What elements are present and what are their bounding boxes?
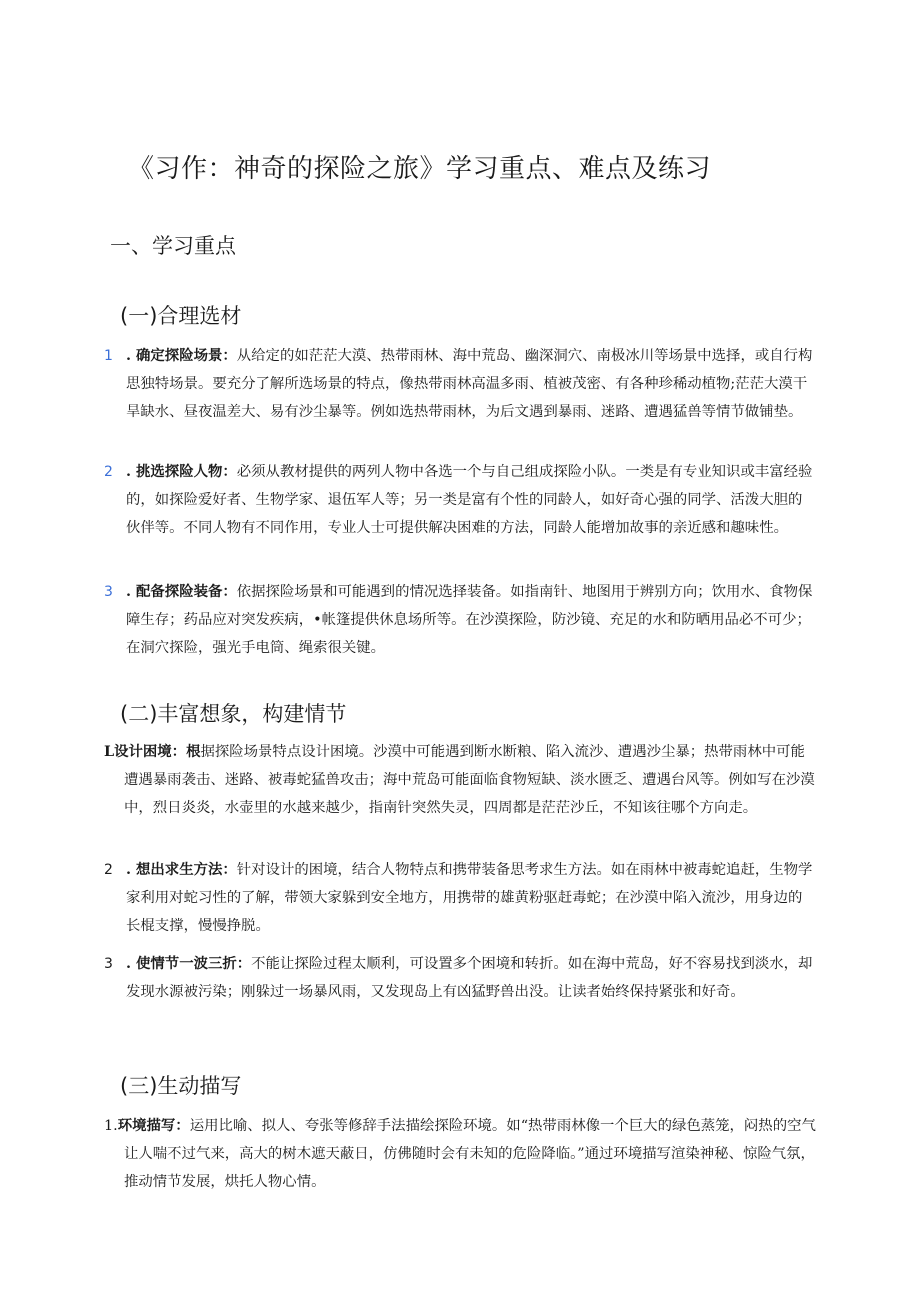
item-lead: . 想出求生方法：	[126, 861, 237, 878]
list-item	[104, 856, 816, 940]
list-item	[104, 950, 816, 1006]
list-item	[104, 1112, 816, 1196]
item-lead: . 确定探险场景：	[126, 347, 237, 364]
item-number: 3	[104, 956, 113, 972]
item-number: 2	[104, 862, 113, 878]
list-item	[104, 342, 816, 426]
item-number: 1.	[104, 1118, 118, 1134]
subsection-heading-plot: (二)丰富想象，构建情节	[120, 702, 347, 726]
item-text: 运用比喻、拟人、夸张等修辞手法描绘探险环境。如“热带雨林像一个巨大的绿色蒸笼，闷热的空气让人喘不过气来，高大的树木遮天蔽日，仿佛随时会有未知的危险降临。”通过环境描写渲染神秘、惊险气氛，推动情节发展，烘托人物心情。	[124, 1118, 816, 1190]
list-item	[104, 578, 816, 662]
item-lead: L设计困境：根	[104, 743, 201, 760]
item-number: 2	[104, 464, 113, 480]
item-text: 针对设计的困境，结合人物特点和携带装备思考求生方法。如在雨林中被毒蛇追赶，生物学家利用对蛇习性的了解，带领大家躲到安全地方，用携带的雄黄粉驱赶毒蛇；在沙漠中陷入流沙，用身边的长棍支撑，慢慢挣脱。	[126, 862, 813, 934]
page-title: 《习作：神奇的探险之旅》学习重点、难点及练习	[128, 154, 712, 184]
item-number: 3	[104, 584, 113, 600]
item-lead: . 挑选探险人物：	[126, 463, 237, 480]
item-text: 据探险场景特点设计困境。沙漠中可能遇到断水断粮、陷入流沙、遭遇沙尘暴；热带雨林中可能遭遇暴雨袭击、迷路、被毒蛇猛兽攻击；海中荒岛可能面临食物短缺、淡水匮乏、遭遇台风等。例如写在沙漠中，烈日炎炎，水壶里的水越来越少，指南针突然失灵，四周都是茫茫沙丘，不知该往哪个方向走。	[124, 744, 815, 816]
section-heading-focus: 一、学习重点	[110, 234, 236, 258]
item-lead: . 使情节一波三折：	[126, 955, 252, 972]
item-lead: . 配备探险装备：	[126, 583, 237, 600]
item-text: 必须从教材提供的两列人物中各选一个与自己组成探险小队。一类是有专业知识或丰富经验的，如探险爱好者、生物学家、退伍军人等；另一类是富有个性的同龄人，如好奇心强的同学、活泼大胆的伙伴等。不同人物有不同作用，专业人士可提供解决困难的方法，同龄人能增加故事的亲近感和趣味性。	[126, 464, 813, 536]
item-lead: 环境描写：	[117, 1117, 190, 1134]
list-item	[104, 458, 816, 542]
item-text: 从给定的如茫茫大漠、热带雨林、海中荒岛、幽深洞穴、南极冰川等场景中选择，或自行构思独特场景。要充分了解所选场景的特点，像热带雨林高温多雨、植被茂密、有各种珍稀动植物;茫茫大漠干旱缺水、昼夜温差大、易有沙尘暴等。例如选热带雨林，为后文遇到暴雨、迷路、遭遇猛兽等情节做铺垫。	[126, 348, 813, 420]
subsection-heading-material: (一)合理选材	[120, 304, 242, 328]
item-number: 1	[104, 348, 113, 364]
item-text: 不能让探险过程太顺利，可设置多个困境和转折。如在海中荒岛，好不容易找到淡水，却发现水源被污染；刚躲过一场暴风雨，又发现岛上有凶猛野兽出没。让读者始终保持紧张和好奇。	[126, 956, 813, 1000]
item-text: 依据探险场景和可能遇到的情况选择装备。如指南针、地图用于辨别方向；饮用水、食物保障生存；药品应对突发疾病，•帐篷提供休息场所等。在沙漠探险，防沙镜、充足的水和防晒用品必不可少；在洞穴探险，强光手电筒、绳索很关键。	[126, 584, 813, 656]
list-item	[104, 738, 816, 822]
subsection-heading-description: (三)生动描写	[120, 1074, 242, 1098]
